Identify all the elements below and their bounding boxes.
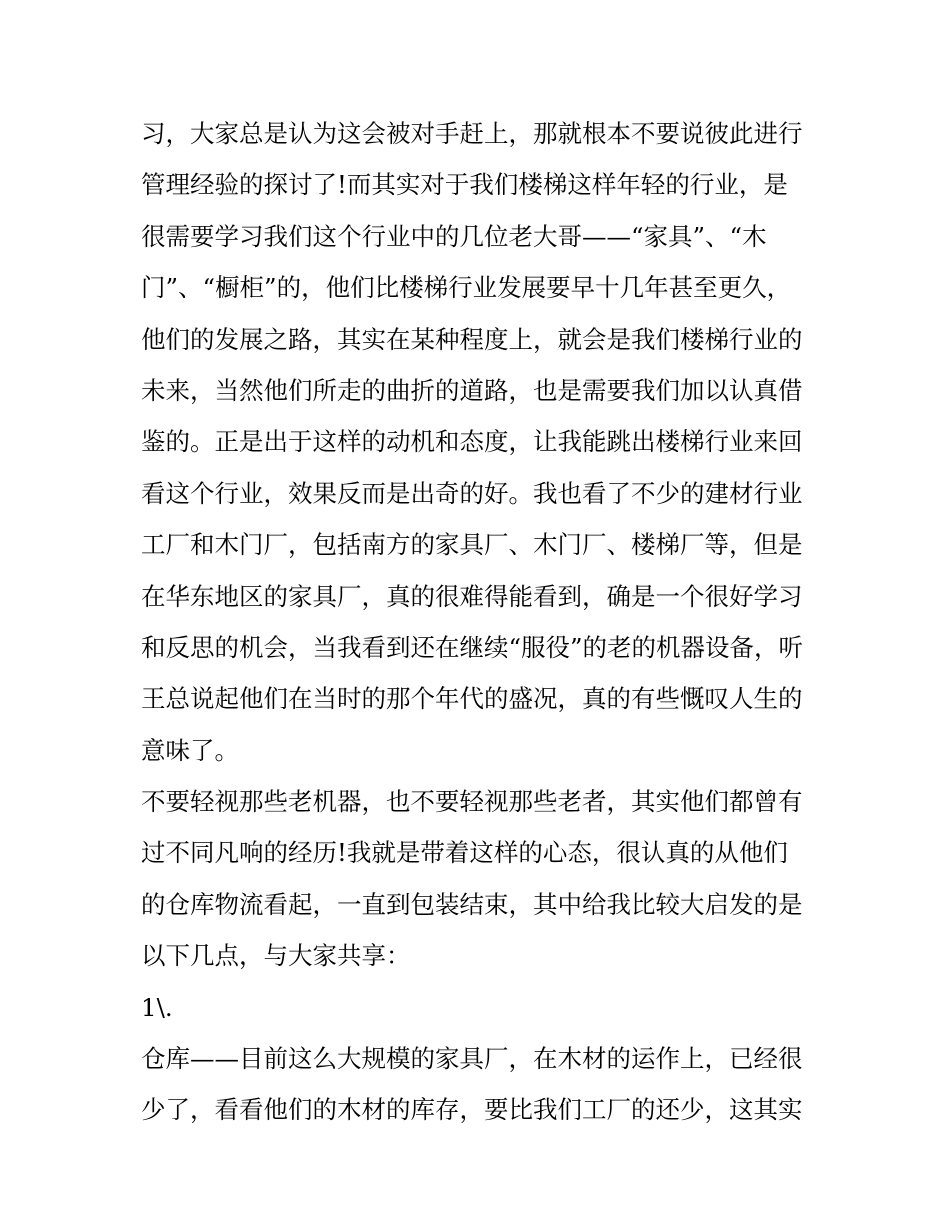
text-line: 未来，当然他们所走的曲折的道路，也是需要我们加以认真借 [141, 375, 803, 405]
text-line: 少了，看看他们的木材的库存，要比我们工厂的还少，这其实 [141, 1095, 803, 1125]
text-line: 王总说起他们在当时的那个年代的盛况，真的有些慨叹人生的 [141, 684, 803, 714]
text-line: 习，大家总是认为这会被对手赶上，那就根本不要说彼此进行 [141, 119, 803, 148]
text-line: 意味了。 [141, 735, 239, 765]
text-line: 过不同凡响的经历!我就是带着这样的心态，很认真的从他们 [141, 838, 788, 868]
text-line: 工厂和木门厂，包括南方的家具厂、木门厂、楼梯厂等，但是 [141, 530, 803, 560]
text-line: 和反思的机会，当我看到还在继续“服役”的老的机器设备，听 [141, 632, 804, 662]
text-line: 在华东地区的家具厂，真的很难得能看到，确是一个很好学习 [141, 581, 803, 611]
text-line: 门”、“橱柜”的，他们比楼梯行业发展要早十几年甚至更久， [141, 273, 792, 303]
text-line: 不要轻视那些老机器，也不要轻视那些老者，其实他们都曾有 [141, 787, 803, 817]
text-line: 他们的发展之路，其实在某种程度上，就会是我们楼梯行业的 [141, 324, 803, 354]
body-text [141, 108, 813, 1136]
text-line: 鉴的。正是出于这样的动机和态度，让我能跳出楼梯行业来回 [141, 427, 803, 457]
text-line: 以下几点，与大家共享： [141, 941, 411, 971]
text-line: 管理经验的探讨了!而其实对于我们楼梯这样年轻的行业，是 [141, 170, 788, 200]
list-marker: 1\. [141, 992, 173, 1022]
text-line: 仓库——目前这么大规模的家具厂，在木材的运作上，已经很 [141, 1044, 803, 1074]
text-line: 很需要学习我们这个行业中的几位老大哥——“家具”、“木 [141, 221, 767, 251]
text-line: 看这个行业，效果反而是出奇的好。我也看了不少的建材行业 [141, 478, 803, 508]
text-line: 的仓库物流看起，一直到包装结束，其中给我比较大启发的是 [141, 889, 803, 919]
